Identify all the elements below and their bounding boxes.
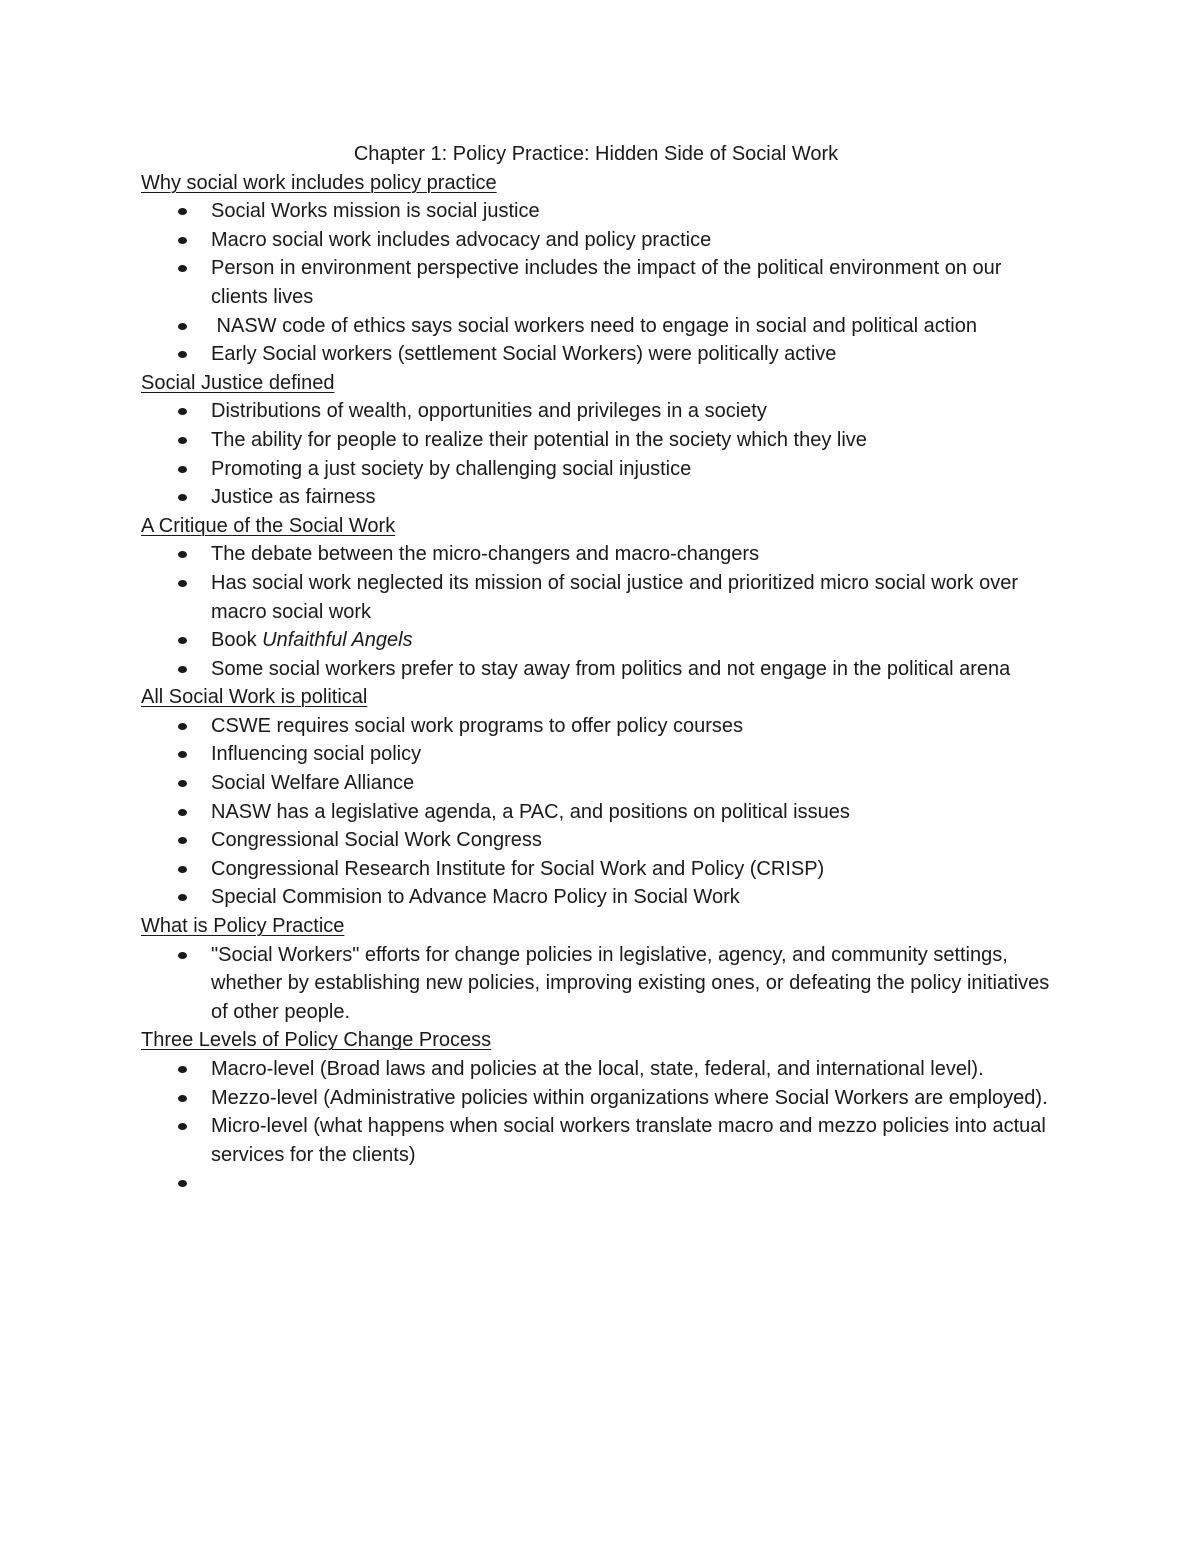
list-item — [141, 197, 1051, 226]
list-item-text: Mezzo-level (Administrative policies within organizations where Social Workers are employed). — [211, 1086, 1048, 1109]
list-item — [141, 340, 1051, 369]
list-item — [141, 483, 1051, 512]
document-title: Chapter 1: Policy Practice: Hidden Side of Social Work — [353, 143, 839, 165]
bullet-icon — [178, 265, 187, 272]
list-item-text: Congressional Research Institute for Social Work and Policy (CRISP) — [211, 857, 825, 880]
list-item-text: Justice as fairness — [211, 486, 376, 509]
list-item-text: CSWE requires social work programs to offer policy courses — [211, 714, 744, 737]
section-heading-policy-practice: What is Policy Practice — [141, 915, 345, 938]
bullet-icon — [178, 551, 187, 558]
bullet-icon — [178, 1123, 187, 1130]
bullet-icon — [178, 351, 187, 358]
bullet-icon — [178, 809, 187, 816]
list-item — [141, 312, 1051, 341]
bullet-list — [141, 941, 1051, 1027]
list-item-text: Social Welfare Alliance — [211, 772, 415, 795]
list-item — [141, 1169, 1051, 1198]
list-item — [141, 941, 1051, 1027]
list-item-text: The debate between the micro-changers and macro-changers — [211, 543, 760, 566]
document-page — [141, 140, 1051, 1198]
bullet-icon — [178, 952, 187, 959]
bullet-list — [141, 1055, 1051, 1198]
bullet-list — [141, 397, 1051, 511]
list-item — [141, 655, 1051, 684]
list-item — [141, 226, 1051, 255]
list-item — [141, 569, 1051, 626]
bullet-icon — [178, 837, 187, 844]
bullet-icon — [178, 237, 187, 244]
list-item — [141, 426, 1051, 455]
bullet-icon — [178, 1095, 187, 1102]
bullet-icon — [178, 866, 187, 873]
bullet-icon — [178, 894, 187, 901]
bullet-icon — [178, 437, 187, 444]
list-item — [141, 540, 1051, 569]
list-item-text: "Social Workers" efforts for change policies in legislative, agency, and community settings, whether by establishing new policies, improving existing ones, or defeating the policy initiatives of other people. — [211, 943, 1050, 1023]
bullet-list — [141, 197, 1051, 369]
bullet-icon — [178, 408, 187, 415]
bullet-icon — [178, 494, 187, 501]
list-item-text: The ability for people to realize their potential in the society which they live — [211, 428, 867, 451]
bullet-list — [141, 540, 1051, 683]
list-item-text: Person in environment perspective includes the impact of the political environment on our clients lives — [211, 257, 1002, 308]
list-item-text: Promoting a just society by challenging social injustice — [211, 457, 692, 480]
list-item-text: Some social workers prefer to stay away from politics and not engage in the political arena — [211, 657, 1011, 680]
section-heading-three-levels: Three Levels of Policy Change Process — [141, 1029, 492, 1052]
bullet-icon — [178, 466, 187, 473]
list-item — [141, 1112, 1051, 1169]
list-item-text: Macro-level (Broad laws and policies at the local, state, federal, and international level). — [211, 1058, 984, 1080]
list-item — [141, 626, 1051, 655]
list-item — [141, 1084, 1051, 1113]
bullet-icon — [178, 751, 187, 758]
book-title: Unfaithful Angels — [262, 629, 413, 652]
bullet-icon — [178, 666, 187, 673]
section-heading-why-policy-practice: Why social work includes policy practice — [141, 171, 497, 194]
list-item-text: NASW code of ethics says social workers need to engage in social and political action — [211, 314, 977, 337]
list-item-text: Special Commision to Advance Macro Policy in Social Work — [211, 886, 740, 909]
list-item — [141, 826, 1051, 855]
list-item — [141, 883, 1051, 912]
list-item-text: Micro-level (what happens when social workers translate macro and mezzo policies into actual services for the clients) — [211, 1115, 1046, 1166]
list-item — [141, 855, 1051, 884]
bullet-icon — [178, 1180, 187, 1187]
bullet-icon — [178, 1066, 187, 1073]
list-item — [141, 769, 1051, 798]
section-heading-critique: A Critique of the Social Work — [141, 514, 396, 537]
list-item-text: Distributions of wealth, opportunities and privileges in a society — [211, 400, 767, 423]
list-item-text: Influencing social policy — [211, 743, 422, 766]
list-item — [141, 397, 1051, 426]
list-item — [141, 1055, 1051, 1084]
list-item-text: Has social work neglected its mission of social justice and prioritized micro social work over macro social work — [211, 571, 1018, 623]
list-item — [141, 798, 1051, 827]
list-item-text: NASW has a legislative agenda, a PAC, and positions on political issues — [211, 800, 850, 823]
list-item — [141, 455, 1051, 484]
bullet-icon — [178, 580, 187, 587]
bullet-icon — [178, 323, 187, 330]
list-item-text-prefix: Book — [211, 629, 263, 652]
section-heading-social-justice: Social Justice defined — [141, 371, 335, 394]
list-item — [141, 740, 1051, 769]
bullet-icon — [178, 723, 187, 730]
list-item-text: Social Works mission is social justice — [211, 200, 540, 223]
list-item — [141, 254, 1051, 311]
list-item — [141, 712, 1051, 741]
section-heading-all-political: All Social Work is political — [141, 686, 368, 709]
bullet-icon — [178, 637, 187, 644]
list-item-text: Early Social workers (settlement Social Workers) were politically active — [211, 343, 837, 366]
list-item-text: Macro social work includes advocacy and policy practice — [211, 228, 712, 251]
bullet-icon — [178, 208, 187, 215]
bullet-icon — [178, 780, 187, 787]
list-item-text: Congressional Social Work Congress — [211, 829, 542, 852]
bullet-list — [141, 712, 1051, 912]
